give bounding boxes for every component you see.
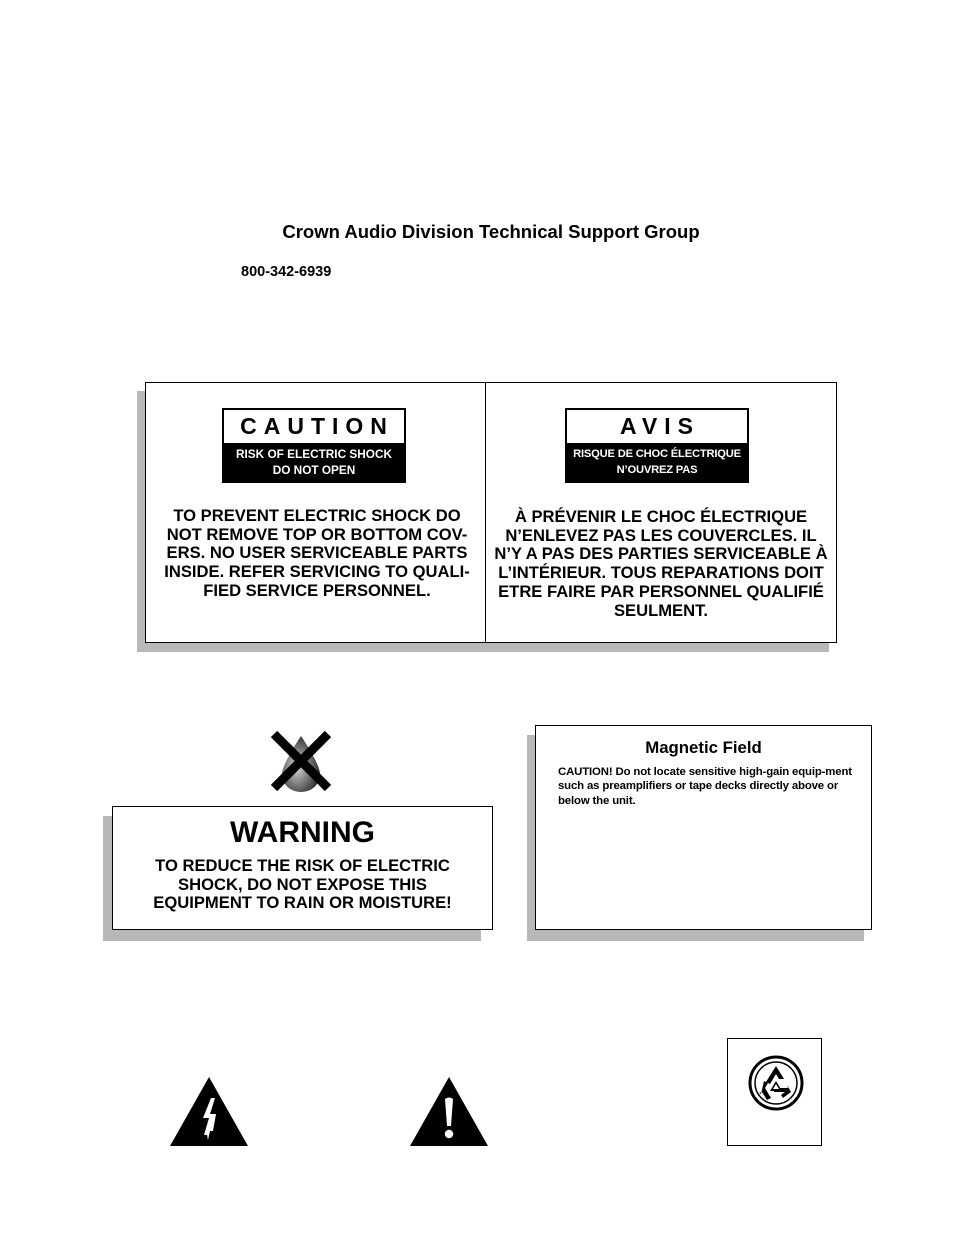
panel-divider xyxy=(485,383,486,642)
caution-label-line1: RISK OF ELECTRIC SHOCK xyxy=(236,447,392,461)
recycle-box xyxy=(727,1038,822,1146)
exclamation-triangle-icon xyxy=(410,1077,488,1146)
caution-heading: CAUTION xyxy=(240,413,394,439)
caution-label-line2: DO NOT OPEN xyxy=(272,463,356,477)
avis-label-line2: N’OUVREZ PAS xyxy=(616,464,698,476)
avis-label xyxy=(565,408,749,483)
avis-label-line1: RISQUE DE CHOC ÉLECTRIQUE xyxy=(573,448,741,460)
warning-box xyxy=(112,806,493,930)
warning-body: TO REDUCE THE RISK OF ELECTRIC SHOCK, DO NOT EXPOSE THIS EQUIPMENT TO RAIN OR MOISTURE! xyxy=(153,856,452,913)
magnetic-body: CAUTION! Do not locate sensitive high-gain equip-ment such as preamplifiers or tape decks directly above or below the unit. xyxy=(558,766,852,807)
support-group-title: Crown Audio Division Technical Support Group xyxy=(282,221,700,242)
avis-body: À PRÉVENIR LE CHOC ÉLECTRIQUE N’ENLEVEZ PAS LES COUVERCLES. IL N’Y A PAS DES PARTIES SERVICEABLE À L’INTÉRIEUR. TOUS REPARATIONS DOIT ETRE FAIRE PAR PERSONNEL QUALIFIÉ SEULMENT. xyxy=(494,507,828,620)
caution-label-text xyxy=(224,443,404,481)
no-water-drop-icon xyxy=(268,730,334,794)
recycle-icon xyxy=(747,1054,805,1112)
magnetic-title: Magnetic Field xyxy=(645,738,762,757)
magnetic-field-box xyxy=(535,725,872,930)
caution-body: TO PREVENT ELECTRIC SHOCK DO NOT REMOVE TOP OR BOTTOM COV-ERS. NO USER SERVICEABLE PARTS INSIDE. REFER SERVICING TO QUALI-FIED SERVICE PERSONNEL. xyxy=(164,506,470,600)
caution-avis-panel xyxy=(145,382,837,643)
lightning-triangle-icon xyxy=(170,1077,248,1146)
avis-heading: AVIS xyxy=(620,413,700,439)
caution-label xyxy=(222,408,406,483)
support-phone: 800-342-6939 xyxy=(241,264,332,280)
warning-title: WARNING xyxy=(230,816,375,849)
avis-label-text xyxy=(567,443,747,481)
